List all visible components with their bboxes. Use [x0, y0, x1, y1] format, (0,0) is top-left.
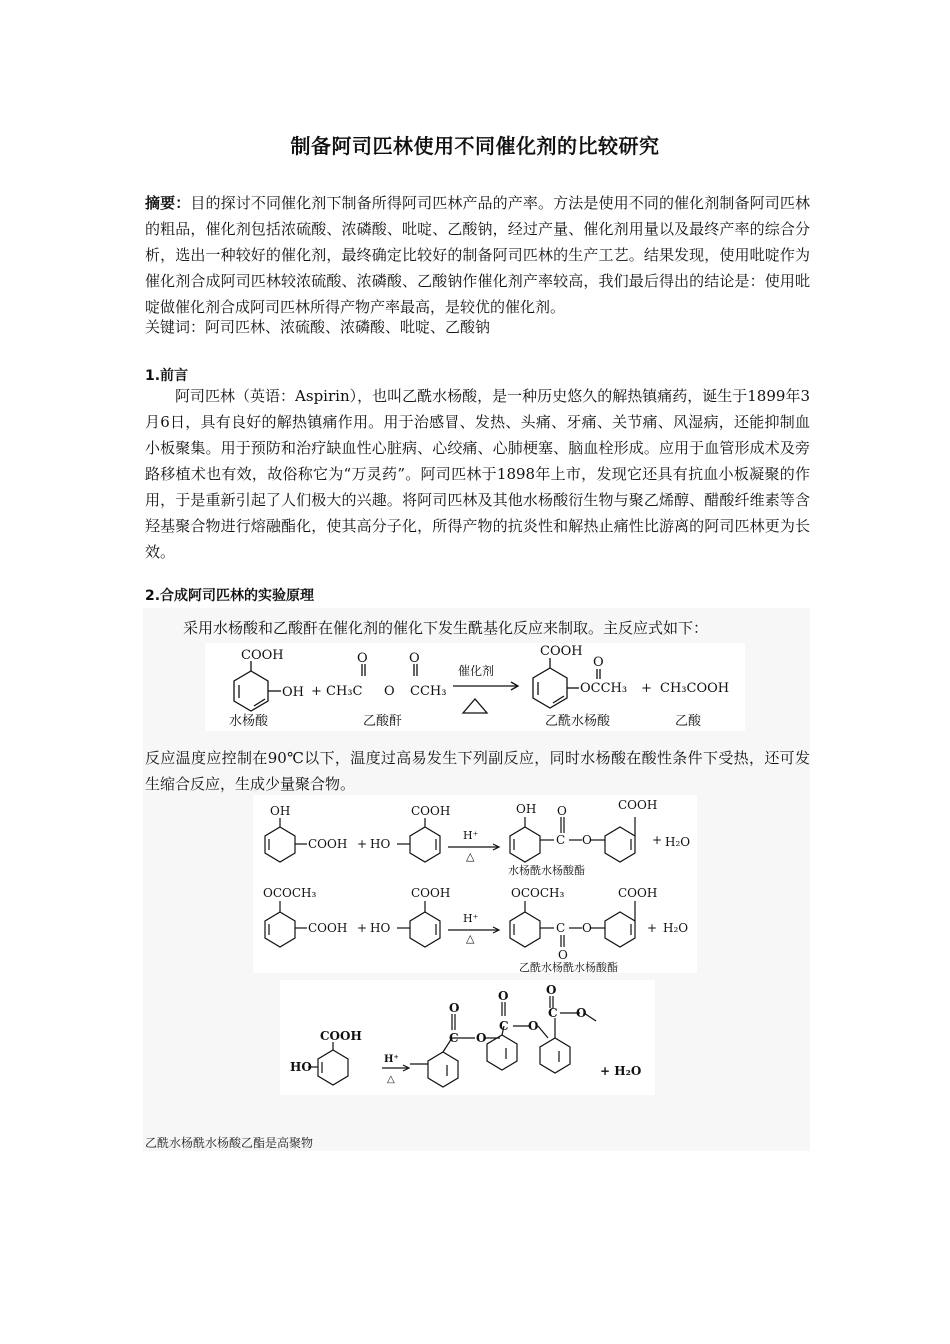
oh-text-2: OH — [516, 802, 537, 816]
section1-heading: 1.前言 — [145, 368, 189, 384]
catalyst-label: 催化剂 — [458, 664, 495, 678]
h-plus-text: H⁺ — [384, 1054, 399, 1065]
plus-sign: + — [357, 837, 368, 851]
section2-intro: 采用水杨酸和乙酸酐在催化剂的催化下发生酰基化反应来制取。主反应式如下： — [183, 619, 709, 637]
side-product-label-1: 水杨酰水杨酸酯 — [508, 864, 585, 877]
cch3-text: CCH₃ — [410, 684, 447, 699]
polymer-figure — [280, 980, 655, 1095]
o-bridge-text-2: O — [582, 921, 592, 935]
plus-sign-2: + — [641, 681, 652, 696]
plus-sign-3: + — [357, 921, 368, 935]
o-top-text-3: O — [593, 655, 604, 670]
abstract-paragraph — [145, 190, 810, 320]
o-bottom-text: O — [558, 948, 568, 962]
o-top-text: O — [357, 651, 368, 666]
c-text: C — [556, 833, 566, 847]
acetic-acid-formula: CH₃COOH — [660, 681, 730, 696]
plus-sign: + — [311, 684, 322, 699]
water-text-2: H₂O — [663, 921, 689, 935]
water-text: H₂O — [665, 835, 691, 849]
o-bridge-text: O — [582, 833, 592, 847]
ho-text-2: HO — [370, 921, 391, 935]
c-text-2: C — [499, 1019, 509, 1033]
side-reaction-text: 反应温度应控制在90℃以下，温度过高易发生下列副反应，同时水杨酸在酸性条件下受热，还可发生缩合反应，生成少量聚合物。 — [145, 749, 810, 793]
o-top-text-3: O — [546, 983, 557, 997]
section1-text: 阿司匹林（英语：Aspirin），也叫乙酰水杨酸，是一种历史悠久的解热镇痛药，诞生于1899年3月6日，具有良好的解热镇痛作用。用于治感冒、发热、头痛、牙痛、关节痛、风湿病，还能抑制血小板聚集。用于预防和治疗缺血性心脏病、心绞痛、心肺梗塞、脑血栓形成。应用于血管形成术及旁路移植术也有效，故俗称它为“万灵药”。阿司匹林于1898年上市，发现它还具有抗血小板凝聚的作用，于是重新引起了人们极大的兴趣。将阿司匹林及其他水杨酸衍生物与聚乙烯醇、醋酸纤维素等含羟基聚合物进行熔融酯化，使其高分子化，所得产物的抗炎性和解热止痛性比游离的阿司匹林更为长效。 — [145, 387, 810, 561]
oh-text: OH — [282, 685, 304, 700]
page-title: 制备阿司匹林使用不同催化剂的比较研究 — [290, 134, 660, 158]
abstract-text: 目的探讨不同催化剂下制备所得阿司匹林产品的产率。方法是使用不同的催化剂制备阿司匹林的粗品，催化剂包括浓硫酸、浓磷酸、吡啶、乙酸钠，经过产量、催化剂用量以及最终产率的综合分析，选出一种较好的催化剂，最终确定比较好的制备阿司匹林的生产工艺。结果发现，使用吡啶作为催化剂合成阿司匹林较浓硫酸、浓磷酸、乙酸钠作催化剂产率较高，我们最后得出的结论是：使用吡啶做催化剂合成阿司匹林所得产物产率最高，是较优的催化剂。 — [145, 194, 810, 316]
cooh-text: COOH — [308, 837, 348, 851]
o-top-text: O — [557, 804, 567, 818]
label-anhydride: 乙酸酐 — [363, 714, 403, 729]
cooh-text-2: COOH — [411, 804, 451, 818]
plus-sign-4: + — [647, 921, 658, 935]
cooh-text-6: COOH — [618, 886, 658, 900]
o-top-text-2: O — [498, 989, 509, 1003]
benzene-ring — [487, 1035, 517, 1070]
o-bridge-text-2: O — [528, 1019, 539, 1033]
h-plus-text-2: H⁺ — [463, 912, 479, 925]
water-text: + H₂O — [600, 1064, 642, 1078]
o-top-text-2: O — [409, 651, 420, 666]
o-bridge-text: O — [384, 684, 395, 699]
cooh-text-3: COOH — [618, 798, 658, 812]
label-aspirin: 乙酰水杨酸 — [545, 714, 611, 729]
c-text: C — [449, 1031, 459, 1045]
label-acetic: 乙酸 — [675, 714, 702, 729]
ho-text: HO — [370, 837, 391, 851]
c-text-2: C — [556, 921, 566, 935]
cooh-text-4: COOH — [308, 921, 348, 935]
o-top-text: O — [449, 1001, 460, 1015]
cooh-text: COOH — [241, 648, 284, 663]
main-reaction-figure — [205, 643, 745, 731]
keywords: 关键词：阿司匹林、浓硫酸、浓磷酸、吡啶、乙酸钠 — [145, 318, 491, 336]
cooh-text-5: COOH — [411, 886, 451, 900]
side-reactions-figure — [253, 795, 697, 973]
benzene-ring — [428, 1052, 458, 1087]
ococh3-text-2: OCOCH₃ — [511, 886, 565, 900]
oh-text: OH — [270, 804, 291, 818]
occh3-text: OCCH₃ — [580, 681, 628, 696]
plus-sign-2: + — [652, 833, 663, 847]
label-salicylic: 水杨酸 — [229, 714, 269, 729]
h-plus-text: H⁺ — [463, 829, 479, 842]
delta-text-2: △ — [466, 932, 475, 945]
cooh-text-2: COOH — [540, 644, 583, 659]
ho-text: HO — [290, 1060, 312, 1074]
o-bridge-text-3: O — [576, 1006, 587, 1020]
side-product-label-2: 乙酰水杨酰水杨酸酯 — [519, 961, 618, 973]
ococh3-text: OCOCH₃ — [263, 886, 317, 900]
delta-text: △ — [387, 1074, 395, 1085]
ch3c-text: CH₃C — [326, 684, 363, 699]
delta-text: △ — [466, 850, 475, 863]
figure-footnote: 乙酰水杨酰水杨酸乙酯是高聚物 — [145, 1136, 314, 1150]
o-bridge-text: O — [476, 1031, 487, 1045]
section2-heading: 2.合成阿司匹林的实验原理 — [145, 588, 315, 604]
benzene-ring — [540, 1038, 570, 1073]
c-text-3: C — [548, 1006, 558, 1020]
cooh-text: COOH — [320, 1029, 362, 1043]
abstract-label: 摘要： — [145, 194, 191, 212]
